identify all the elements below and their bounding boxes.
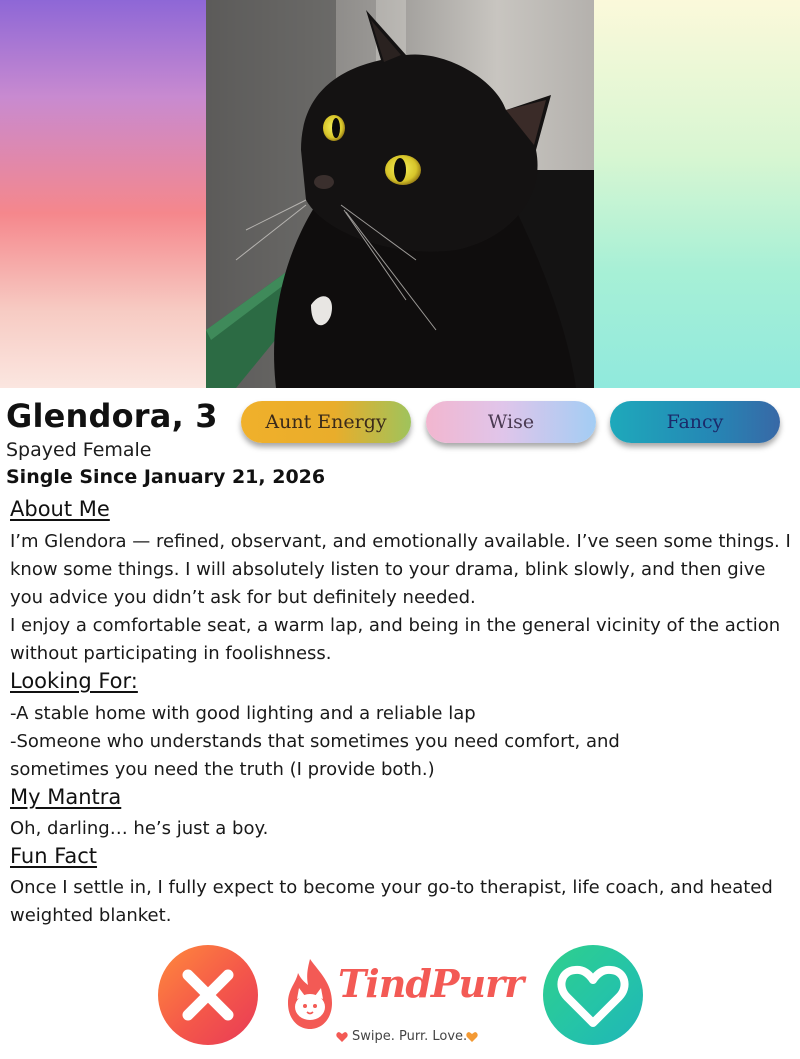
- cat-photo: [206, 0, 594, 388]
- about-text-1: I’m Glendora — refined, observant, and emotionally available. I’ve seen some things. I know some things. I will absolutely listen to your drama, blink slowly, and then give you advice you didn’t ask for but definitely needed.: [10, 531, 791, 608]
- left-gradient-panel: [0, 0, 206, 388]
- profile-name: Glendora, 3: [6, 397, 218, 435]
- looking-for-heading: Looking For:: [10, 669, 138, 693]
- fun-fact-heading: Fun Fact: [10, 844, 98, 868]
- reject-button[interactable]: [158, 945, 258, 1045]
- mantra-text: Oh, darling… he’s just a boy.: [10, 818, 269, 839]
- heart-icon: [466, 1031, 478, 1043]
- mantra-heading: My Mantra: [10, 785, 122, 809]
- brand-tagline: Swipe. Purr. Love.: [352, 1029, 468, 1044]
- profile-sex: Spayed Female: [6, 439, 152, 461]
- tindpurr-logo: [280, 955, 530, 1050]
- tag-aunt-energy[interactable]: Aunt Energy: [241, 401, 411, 443]
- brand-name: TindPurr: [338, 961, 524, 1006]
- right-gradient-panel: [594, 0, 800, 388]
- about-text-2: I enjoy a comfortable seat, a warm lap, and being in the general vicinity of the action without participating in foolishness.: [10, 615, 781, 664]
- hero-banner: [0, 0, 800, 388]
- looking-item-2: -Someone who understands that sometimes you need comfort, and sometimes you need the truth (I provide both.): [10, 731, 620, 780]
- about-heading: About Me: [10, 497, 110, 521]
- close-icon: [158, 945, 258, 1045]
- tag-wise[interactable]: Wise: [426, 401, 596, 443]
- fun-fact-text: Once I settle in, I fully expect to become your go-to therapist, life coach, and heated weighted blanket.: [10, 877, 773, 926]
- like-button[interactable]: [543, 945, 643, 1045]
- heart-icon: [336, 1031, 348, 1043]
- heart-outline-icon: [543, 945, 643, 1045]
- cat-flame-icon: [280, 955, 340, 1035]
- looking-item-1: -A stable home with good lighting and a reliable lap: [10, 703, 476, 724]
- profile-single-since: Single Since January 21, 2026: [6, 466, 326, 488]
- tag-fancy[interactable]: Fancy: [610, 401, 780, 443]
